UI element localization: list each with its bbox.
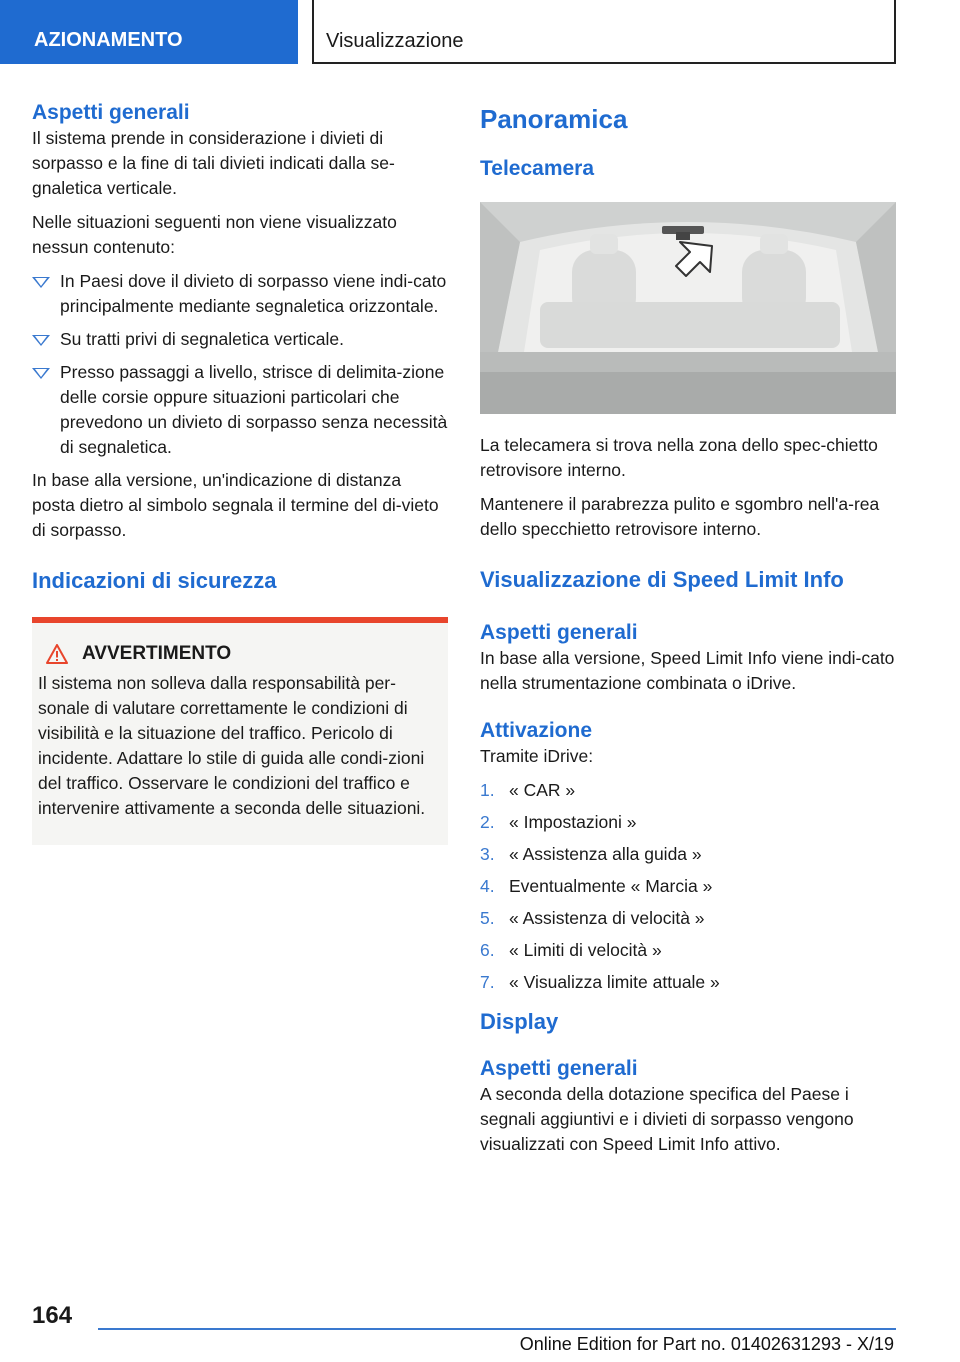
footer-edition: Online Edition for Part no. 01402631293 - X/19 (519, 1334, 894, 1354)
paragraph: In base alla versione, un'indicazione di distanza posta dietro al simbolo segnala il termine del di-vieto di sorpasso. (32, 470, 439, 540)
paragraph: La telecamera si trova nella zona dello spec-chietto retrovisore interno. (480, 435, 878, 480)
warning-box (32, 617, 448, 845)
paragraph: Tramite iDrive: (480, 746, 594, 766)
step-text: « Limiti di velocità » (509, 940, 662, 960)
step-number: 6. (480, 940, 495, 960)
paragraph: A seconda della dotazione specifica del Paese i segnali aggiuntivi e i divieti di sorpasso vengono visualizzati con Speed Limit Info attivo. (480, 1084, 854, 1154)
section-tab: AZIONAMENTO (0, 0, 298, 64)
list-item (32, 360, 448, 460)
heading-telecamera: Telecamera (480, 157, 595, 180)
step-item (480, 970, 896, 994)
paragraph: Il sistema prende in considerazione i divieti di sorpasso e la fine di tali divieti indicati dalla se-gnaletica verticale. (32, 128, 395, 198)
list-item-text: Presso passaggi a livello, strisce di delimita-zione delle corsie oppure situazioni particolari che prevedono un divieto di sorpasso senza necessità di segnaletica. (60, 362, 448, 457)
warning-title: AVVERTIMENTO (82, 643, 232, 664)
camera-location-photo (480, 202, 896, 414)
step-item (480, 810, 896, 834)
paragraph: Nelle situazioni seguenti non viene visualizzato nessun contenuto: (32, 212, 397, 257)
footer-divider (98, 1328, 896, 1330)
steps-list (480, 778, 896, 994)
step-number: 1. (480, 780, 495, 800)
step-number: 5. (480, 908, 495, 928)
heading-indicazioni-sicurezza: Indicazioni di sicurezza (32, 568, 277, 593)
bullet-list (32, 269, 448, 460)
step-item (480, 938, 896, 962)
step-text: « CAR » (509, 780, 576, 800)
step-text: « Impostazioni » (509, 812, 637, 832)
step-number: 3. (480, 844, 495, 864)
step-item (480, 906, 896, 930)
right-column (480, 100, 896, 1166)
paragraph: Mantenere il parabrezza pulito e sgombro nell'a-rea dello specchietto retrovisore interno. (480, 494, 880, 539)
step-text: « Assistenza di velocità » (509, 908, 705, 928)
triangle-bullet-icon (32, 368, 50, 379)
step-item (480, 778, 896, 802)
list-item (32, 327, 448, 352)
step-text: Eventualmente « Marcia » (509, 876, 713, 896)
list-item (32, 269, 448, 319)
heading-display: Display (480, 1009, 559, 1034)
step-text: « Assistenza alla guida » (509, 844, 702, 864)
heading-aspetti-generali: Aspetti generali (480, 621, 638, 644)
step-number: 7. (480, 972, 495, 992)
page-number: 164 (32, 1302, 73, 1329)
paragraph: In base alla versione, Speed Limit Info viene indi-cato nella strumentazione combinata o iDrive. (480, 648, 895, 693)
list-item-text: Su tratti privi di segnaletica verticale. (60, 329, 345, 349)
step-item (480, 842, 896, 866)
heading-aspetti-generali: Aspetti generali (480, 1057, 638, 1080)
step-item (480, 874, 896, 898)
heading-attivazione: Attivazione (480, 719, 593, 742)
step-number: 4. (480, 876, 495, 896)
warning-header (38, 643, 438, 665)
heading-visualizzazione-speed-limit: Visualizzazione di Speed Limit Info (480, 567, 844, 592)
warning-text: Il sistema non solleva dalla responsabilità per-sonale di valutare correttamente le condizioni di visibilità e la situazione del traffico. Pericolo di incidente. Adattare lo stile di guida alle condi-zioni del traffico. Osservare le condizioni del traffico e intervenire attivamente a seconda delle situazioni. (38, 673, 426, 818)
left-column (32, 100, 448, 845)
list-item-text: In Paesi dove il divieto di sorpasso viene indi-cato principalmente mediante segnaletica orizzontale. (60, 271, 447, 316)
step-text: « Visualizza limite attuale » (509, 972, 720, 992)
triangle-bullet-icon (32, 335, 50, 346)
heading-panoramica: Panoramica (480, 104, 628, 134)
step-number: 2. (480, 812, 495, 832)
warning-triangle-icon (46, 644, 68, 664)
heading-aspetti-generali: Aspetti generali (32, 101, 190, 124)
triangle-bullet-icon (32, 277, 50, 288)
page-header-title: Visualizzazione (312, 0, 896, 64)
